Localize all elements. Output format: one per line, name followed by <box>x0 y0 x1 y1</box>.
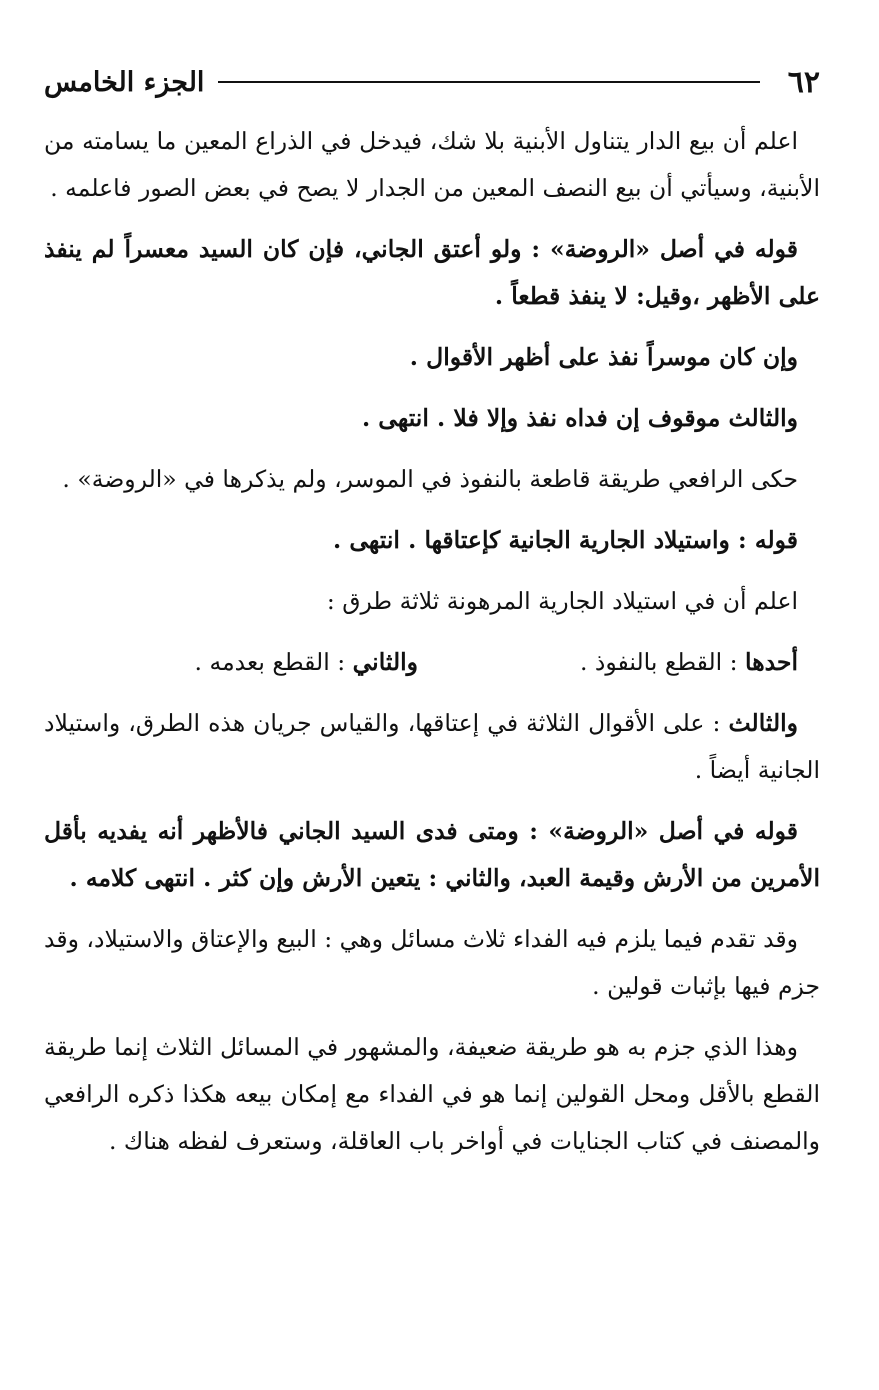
second-method <box>44 639 418 686</box>
first-method-text: : القطع بالنفوذ . <box>579 648 746 676</box>
paragraph: حكى الرافعي طريقة قاطعة بالنفوذ في الموسر، ولم يذكرها في «الروضة» . <box>62 465 798 493</box>
page-header <box>44 58 820 106</box>
page-content <box>44 118 820 1165</box>
first-method-lead: أحدها <box>745 648 798 676</box>
second-method-text: : القطع بعدمه . <box>194 648 353 676</box>
third-method-text: : على الأقوال الثلاثة في إعتاقها، والقياس جريان هذه الطرق، واستيلاد الجانية أيضاً . <box>44 709 820 784</box>
paragraph: اعلم أن في استيلاد الجارية المرهونة ثلاثة طرق : <box>326 587 798 615</box>
paragraph <box>44 700 820 794</box>
first-method <box>418 639 798 686</box>
quoted-passage: قوله : واستيلاد الجارية الجانية كإعتاقها . انتهى . <box>332 526 798 554</box>
paragraph: اعلم أن بيع الدار يتناول الأبنية بلا شك، فيدخل في الذراع المعين ما يسامته من الأبنية، وسيأتي أن بيع النصف المعين من الجدار لا يصح في بعض الصور فاعلمه . <box>44 127 820 202</box>
quoted-passage: قوله في أصل «الروضة» : ومتى فدى السيد الجاني فالأظهر أنه يفديه بأقل الأمرين من الأرش وقيمة العبد، والثاني : يتعين الأرش وإن كثر . انتهى كلامه . <box>44 817 820 892</box>
page-number: ٦٢ <box>787 64 820 100</box>
document-page <box>44 58 820 1179</box>
third-method-lead: والثالث <box>728 709 798 737</box>
paragraph: وقد تقدم فيما يلزم فيه الفداء ثلاث مسائل وهي : البيع والإعتاق والاستيلاد، وقد جزم فيها بإثبات قولين . <box>44 925 820 1000</box>
second-method-lead: والثاني <box>352 648 418 676</box>
running-title: الجزء الخامس <box>44 66 205 98</box>
header-rule <box>218 81 759 83</box>
methods-line <box>44 639 820 686</box>
paragraph: وهذا الذي جزم به هو طريقة ضعيفة، والمشهور في المسائل الثلاث إنما طريقة القطع بالأقل ومحل القولين إنما هو في الفداء مع إمكان بيعه هكذا ذكره الرافعي والمصنف في كتاب الجنايات في أواخر باب العاقلة، وستعرف لفظه هناك . <box>44 1033 820 1155</box>
quoted-passage: وإن كان موسراً نفذ على أظهر الأقوال . <box>409 343 798 371</box>
quoted-passage: والثالث موقوف إن فداه نفذ وإلا فلا . انتهى . <box>361 404 798 432</box>
quoted-passage: قوله في أصل «الروضة» : ولو أعتق الجاني، فإن كان السيد معسراً لم ينفذ على الأظهر ،وقيل: لا ينفذ قطعاً . <box>44 235 820 310</box>
